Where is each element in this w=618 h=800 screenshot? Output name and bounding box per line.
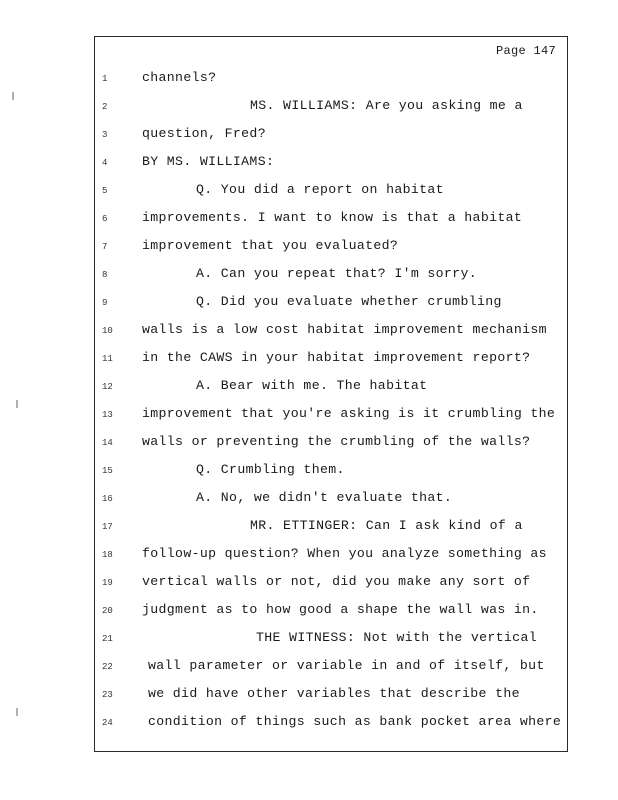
line-number: 7 bbox=[102, 242, 108, 252]
transcript-line bbox=[0, 574, 618, 594]
line-number: 20 bbox=[102, 606, 113, 616]
transcript-line bbox=[0, 518, 618, 538]
transcript-line bbox=[0, 434, 618, 454]
line-number: 1 bbox=[102, 74, 108, 84]
transcript-line bbox=[0, 210, 618, 230]
transcript-line bbox=[0, 714, 618, 734]
line-text: Q. You did a report on habitat bbox=[196, 182, 444, 197]
transcript-line bbox=[0, 490, 618, 510]
line-number: 5 bbox=[102, 186, 108, 196]
line-text: vertical walls or not, did you make any sort of bbox=[142, 574, 531, 589]
line-text: question, Fred? bbox=[142, 126, 266, 141]
transcript-line bbox=[0, 658, 618, 678]
transcript-line bbox=[0, 98, 618, 118]
line-number: 18 bbox=[102, 550, 113, 560]
line-number: 4 bbox=[102, 158, 108, 168]
line-number: 23 bbox=[102, 690, 113, 700]
line-text: MR. ETTINGER: Can I ask kind of a bbox=[250, 518, 523, 533]
line-number: 16 bbox=[102, 494, 113, 504]
line-text: BY MS. WILLIAMS: bbox=[142, 154, 275, 169]
scan-mark bbox=[12, 92, 14, 100]
line-text: MS. WILLIAMS: Are you asking me a bbox=[250, 98, 523, 113]
line-text: Q. Did you evaluate whether crumbling bbox=[196, 294, 502, 309]
line-text: A. Bear with me. The habitat bbox=[196, 378, 428, 393]
line-number: 9 bbox=[102, 298, 108, 308]
transcript-line bbox=[0, 686, 618, 706]
line-number: 6 bbox=[102, 214, 108, 224]
page-number: Page 147 bbox=[495, 44, 556, 58]
line-number: 22 bbox=[102, 662, 113, 672]
line-number: 8 bbox=[102, 270, 108, 280]
line-text: Q. Crumbling them. bbox=[196, 462, 345, 477]
line-number: 21 bbox=[102, 634, 113, 644]
scan-mark bbox=[16, 400, 18, 408]
transcript-line bbox=[0, 126, 618, 146]
transcript-line bbox=[0, 322, 618, 342]
transcript-line bbox=[0, 602, 618, 622]
transcript-line bbox=[0, 70, 618, 90]
scan-mark bbox=[16, 708, 18, 716]
line-text: THE WITNESS: Not with the vertical bbox=[256, 630, 537, 645]
transcript-line bbox=[0, 378, 618, 398]
line-text: A. No, we didn't evaluate that. bbox=[196, 490, 453, 505]
line-text: A. Can you repeat that? I'm sorry. bbox=[196, 266, 477, 281]
line-number: 17 bbox=[102, 522, 113, 532]
transcript-line bbox=[0, 406, 618, 426]
line-text: walls is a low cost habitat improvement mechanism bbox=[142, 322, 547, 337]
line-text: follow-up question? When you analyze something as bbox=[142, 546, 547, 561]
line-text: wall parameter or variable in and of itself, but bbox=[148, 658, 545, 673]
transcript-line bbox=[0, 266, 618, 286]
transcript-line bbox=[0, 630, 618, 650]
transcript-line bbox=[0, 462, 618, 482]
line-number: 3 bbox=[102, 130, 108, 140]
line-number: 15 bbox=[102, 466, 113, 476]
transcript-line bbox=[0, 546, 618, 566]
line-number: 19 bbox=[102, 578, 113, 588]
line-number: 14 bbox=[102, 438, 113, 448]
line-text: in the CAWS in your habitat improvement report? bbox=[142, 350, 531, 365]
line-text: walls or preventing the crumbling of the walls? bbox=[142, 434, 531, 449]
line-number: 2 bbox=[102, 102, 108, 112]
line-number: 13 bbox=[102, 410, 113, 420]
line-text: improvement that you're asking is it crumbling the bbox=[142, 406, 556, 421]
transcript-line bbox=[0, 294, 618, 314]
line-number: 12 bbox=[102, 382, 113, 392]
line-number: 10 bbox=[102, 326, 113, 336]
line-text: channels? bbox=[142, 70, 217, 85]
line-text: improvements. I want to know is that a habitat bbox=[142, 210, 523, 225]
transcript-line bbox=[0, 238, 618, 258]
line-number: 24 bbox=[102, 718, 113, 728]
line-text: we did have other variables that describe the bbox=[148, 686, 520, 701]
transcript-line bbox=[0, 350, 618, 370]
transcript-line bbox=[0, 182, 618, 202]
line-number: 11 bbox=[102, 354, 113, 364]
line-text: condition of things such as bank pocket area where bbox=[148, 714, 562, 729]
line-text: improvement that you evaluated? bbox=[142, 238, 399, 253]
transcript-line bbox=[0, 154, 618, 174]
line-text: judgment as to how good a shape the wall was in. bbox=[142, 602, 539, 617]
